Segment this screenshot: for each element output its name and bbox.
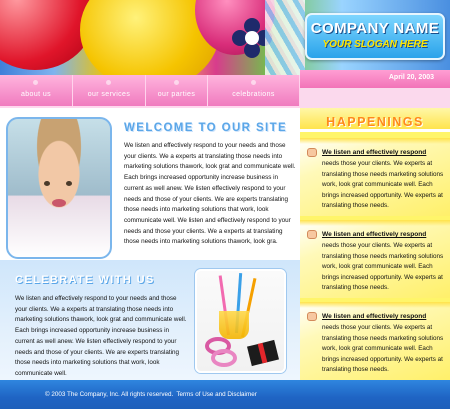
nav-item-our-parties[interactable] xyxy=(146,75,208,106)
date-display: April 20, 2003 xyxy=(300,70,450,88)
photo-detail xyxy=(52,199,66,207)
news-title-link[interactable]: We listen and effectively respond xyxy=(322,313,427,320)
news-bullet-icon xyxy=(307,312,317,321)
footer xyxy=(0,380,450,409)
celebrate-text: We listen and effectively respond to your needs and those your clients. We a experts at translating those needs into marketing solutions thawork, look grat and communicate well. Each brings increased opportunity increase business in current as well anew. We listen effectively respond to your needs and those of your clients. We are experts translating those needs into marketing solutions that work, look communicate well. xyxy=(15,295,187,377)
photo-detail xyxy=(211,349,237,367)
nav-item-label: our services xyxy=(87,90,131,98)
nav-item-about-us[interactable] xyxy=(0,75,73,106)
party-photo xyxy=(195,269,286,373)
news-item xyxy=(300,220,450,298)
photo-detail xyxy=(66,181,72,186)
news-text: needs those your clients. We experts at translating those needs marketing solutions work, look grat communicate well. Each brings increased opportunity. We experts at translating those needs. xyxy=(322,160,444,210)
news-title-link[interactable]: We listen and effectively respond xyxy=(322,149,427,156)
nav-item-celebrations[interactable] xyxy=(208,75,300,106)
logo[interactable] xyxy=(305,13,445,60)
happenings-title: HAPPENINGS xyxy=(326,115,424,129)
nav-item-label: about us xyxy=(20,90,52,98)
nav-item-label: celebrations xyxy=(232,90,275,98)
child-photo xyxy=(6,117,112,259)
header-banner xyxy=(0,0,450,75)
copyright-text: © 2003 The Company, Inc. All rights reserved. xyxy=(45,391,174,398)
news-title-link[interactable]: We listen and effectively respond xyxy=(322,231,427,238)
welcome-title: WELCOME TO OUR SITE xyxy=(124,122,288,134)
company-slogan: YOUR SLOGAN HERE xyxy=(322,39,428,50)
ribbon-decoration xyxy=(265,0,305,75)
nav-item-label: our parties xyxy=(157,90,196,98)
welcome-section xyxy=(0,108,300,260)
news-item xyxy=(300,138,450,216)
celebrate-title: CELEBRATE WITH US xyxy=(15,274,155,286)
news-text: needs those your clients. We experts at translating those needs marketing solutions work, look grat communicate well. Each brings increased opportunity. We experts at translating those needs. xyxy=(322,324,444,374)
nav-item-our-services[interactable] xyxy=(73,75,146,106)
news-text: needs those your clients. We experts at translating those needs marketing solutions work, look grat communicate well. Each brings increased opportunity. We experts at translating those needs. xyxy=(322,242,444,292)
photo-detail xyxy=(247,340,279,366)
photo-detail xyxy=(219,311,249,339)
nav-filler xyxy=(300,88,450,108)
photo-detail xyxy=(44,181,50,186)
news-bullet-icon xyxy=(307,230,317,239)
terms-link[interactable]: Terms of Use and Disclaimer xyxy=(176,391,257,398)
company-name: COMPANY NAME xyxy=(310,20,440,37)
welcome-text: We listen and effectively respond to your needs and those your clients. We a experts at translating those needs into marketing solutions thawork, look grat and communicate well. Each brings increased opportunity increase business in current as well anew. We listen effectively respond to your needs and those of your clients. We are experts translating those needs into marketing solutions that work, look communicate well. We listen and effectively respond to your needs and those your clients. We a experts at translating those needs into marketing solutions thawork, look gra. xyxy=(124,142,296,246)
news-bullet-icon xyxy=(307,148,317,157)
main-navigation xyxy=(0,75,300,108)
news-item xyxy=(300,302,450,380)
happenings-sidebar xyxy=(300,108,450,380)
happenings-header xyxy=(300,108,450,132)
celebrate-section xyxy=(0,260,300,380)
